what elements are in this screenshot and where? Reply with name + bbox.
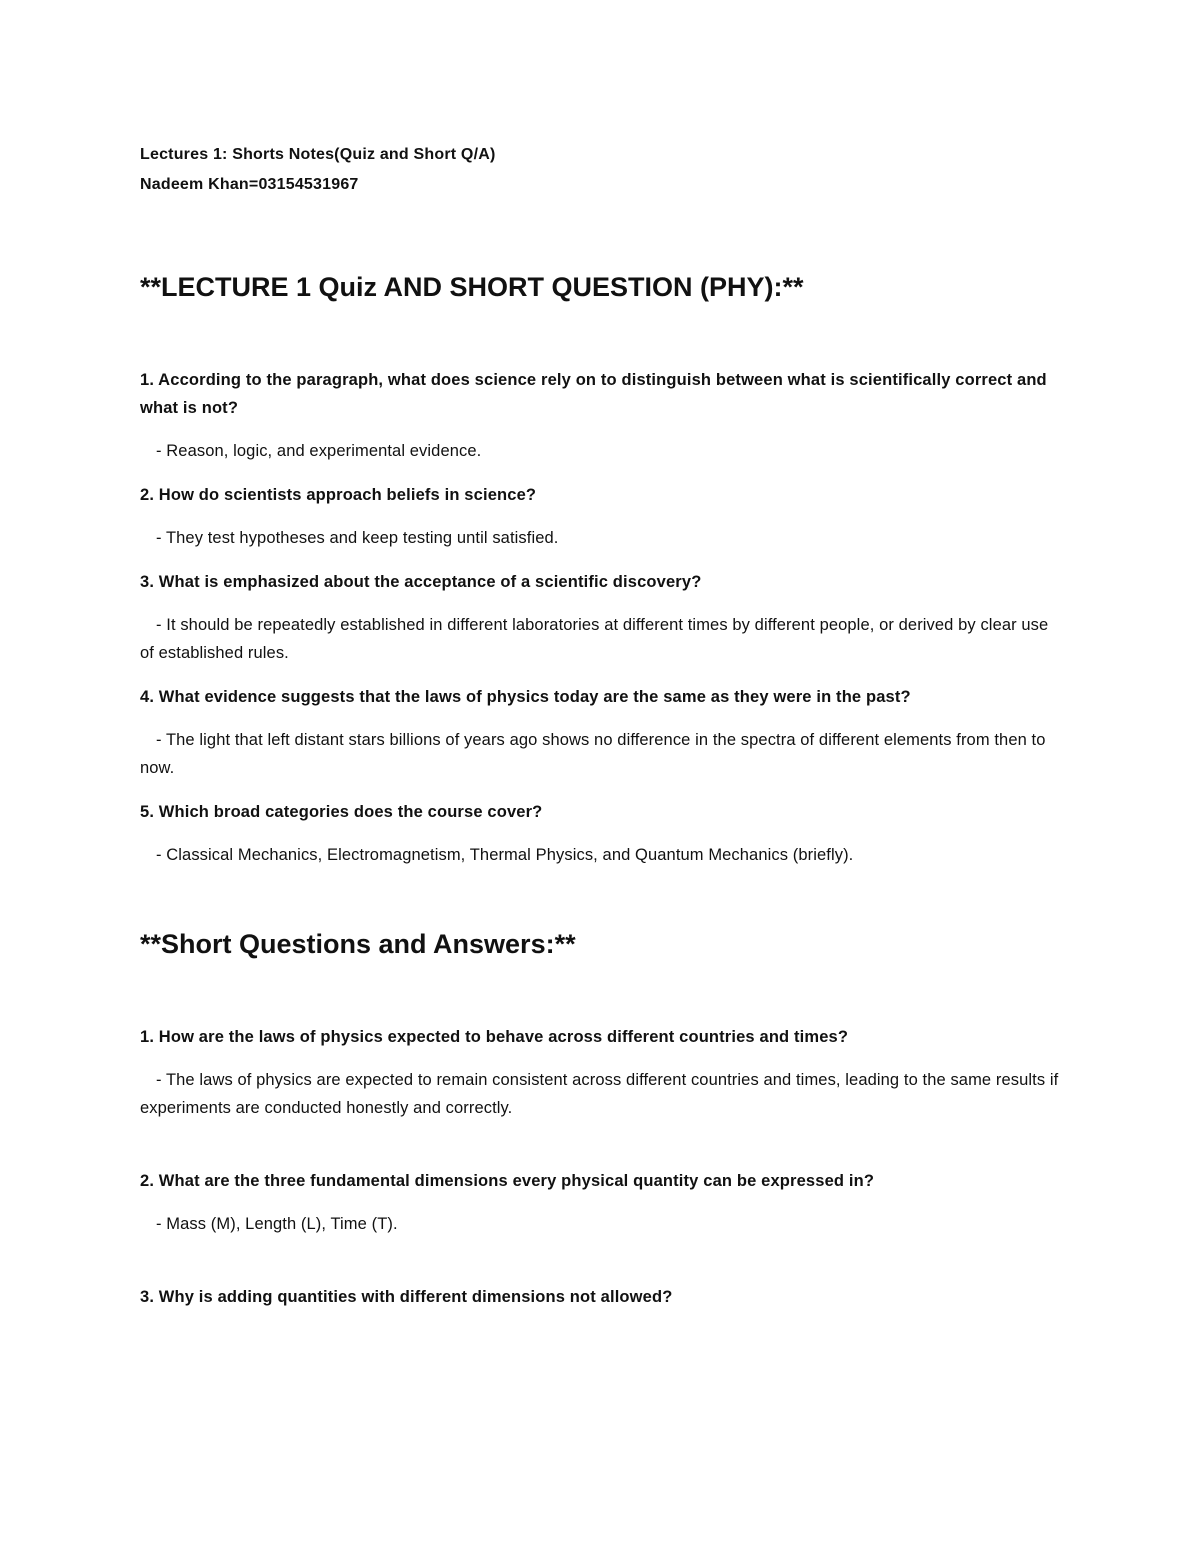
short-question: 1. How are the laws of physics expected to behave across different countries and times? (140, 1028, 849, 1046)
quiz-item (140, 798, 1065, 869)
short-qa-item (140, 1023, 1065, 1122)
short-answer-text: - The laws of physics are expected to remain consistent across different countries and times, leading to the same results if experiments are conducted honestly and correctly. (140, 1071, 1059, 1117)
document-subtitle: Lectures 1: Shorts Notes(Quiz and Short Q/A) (140, 146, 496, 163)
short-question: 3. Why is adding quantities with different dimensions not allowed? (140, 1288, 673, 1306)
short-question-list (140, 1023, 1065, 1311)
short-answer (140, 1210, 1065, 1238)
author-contact: Nadeem Khan=03154531967 (140, 176, 359, 193)
short-answer-text: - Mass (M), Length (L), Time (T). (156, 1215, 398, 1233)
quiz-question: 1. According to the paragraph, what does science rely on to distinguish between what is scientifically correct and what is not? (140, 371, 1047, 417)
quiz-question: 5. Which broad categories does the course cover? (140, 803, 543, 821)
short-qa-section-title: **Short Questions and Answers:** (140, 929, 576, 959)
short-question: 2. What are the three fundamental dimensions every physical quantity can be expressed in? (140, 1172, 875, 1190)
quiz-question: 3. What is emphasized about the acceptance of a scientific discovery? (140, 573, 702, 591)
quiz-question: 4. What evidence suggests that the laws of physics today are the same as they were in the past? (140, 688, 911, 706)
quiz-item (140, 366, 1065, 465)
quiz-answer-text: - They test hypotheses and keep testing until satisfied. (156, 529, 559, 547)
quiz-answer-text: - The light that left distant stars billions of years ago shows no difference in the spectra of different elements from then to now. (140, 731, 1046, 777)
quiz-item (140, 481, 1065, 552)
document-content (140, 140, 1065, 1311)
quiz-answer-text: - Classical Mechanics, Electromagnetism, Thermal Physics, and Quantum Mechanics (briefly). (156, 846, 854, 864)
quiz-answer (140, 726, 1065, 782)
quiz-answer-text: - Reason, logic, and experimental evidence. (156, 442, 482, 460)
quiz-answer (140, 611, 1065, 667)
quiz-item (140, 568, 1065, 667)
quiz-section-title: **LECTURE 1 Quiz AND SHORT QUESTION (PHY):** (140, 272, 804, 302)
quiz-question: 2. How do scientists approach beliefs in science? (140, 486, 537, 504)
quiz-answer-text: - It should be repeatedly established in different laboratories at different times by different people, or derived by clear use of established rules. (140, 616, 1049, 662)
short-qa-item (140, 1167, 1065, 1238)
quiz-answer (140, 524, 1065, 552)
short-qa-item (140, 1283, 1065, 1311)
quiz-item (140, 683, 1065, 782)
quiz-question-list (140, 366, 1065, 869)
short-answer (140, 1066, 1065, 1122)
quiz-answer (140, 437, 1065, 465)
quiz-answer (140, 841, 1065, 869)
